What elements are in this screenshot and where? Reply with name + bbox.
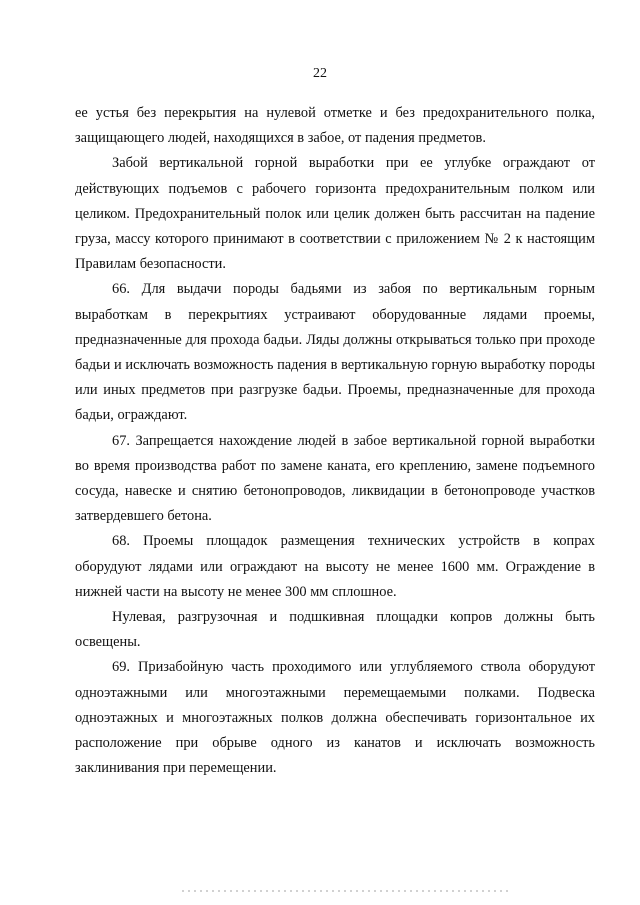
paragraph-shaft-face-protection: Забой вертикальной горной выработки при ее углубке ограждают от действующих подъемов с рабочего горизонта предохранительным полком или целиком. Предохранительный полок или целик должен быть рассчитан на падение груза, массу которого принимают в соответствии с приложением № 2 к настоящим Правилам безопасности. xyxy=(75,155,595,273)
scan-artifact xyxy=(180,890,510,892)
paragraph-67: 67. Запрещается нахождение людей в забое вертикальной горной выработки во время производства работ по замене каната, его креплению, замене подъемного сосуда, навеске и снятию бетонопроводов, ликвидации в бетонопроводе участков затвердевшего бетона. xyxy=(75,432,595,525)
paragraph-66: 66. Для выдачи породы бадьями из забоя по вертикальным горным выработкам в перекрытиях устраивают оборудованные лядами проемы, предназначенные для прохода бадьи. Ляды должны открываться только при проходе бадьи и исключать возможность падения в вертикальную горную выработку породы или иных предметов при разгрузке бадьи. Проемы, предназначенные для прохода бадьи, ограждают. xyxy=(75,281,595,424)
paragraph-platform-lighting: Нулевая, разгрузочная и подшкивная площадки копров должны быть освещены. xyxy=(75,609,595,651)
paragraph-68: 68. Проемы площадок размещения технических устройств в копрах оборудуют лядами или ограждают на высоту не менее 1600 мм. Ограждение в нижней части на высоту не менее 300 мм сплошное. xyxy=(75,533,595,600)
page-number: 22 xyxy=(313,66,327,81)
document-body xyxy=(75,101,595,781)
paragraph-continuation: ее устья без перекрытия на нулевой отметке и без предохранительного полка, защищающего людей, находящихся в забое, от падения предметов. xyxy=(75,105,595,147)
paragraph-69: 69. Призабойную часть проходимого или углубляемого ствола оборудуют одноэтажными или многоэтажными перемещаемыми полками. Подвеска одноэтажных и многоэтажных полков должна обеспечивать горизонтальное их расположение при обрыве одного из канатов и исключать возможность заклинивания при перемещении. xyxy=(75,659,595,777)
